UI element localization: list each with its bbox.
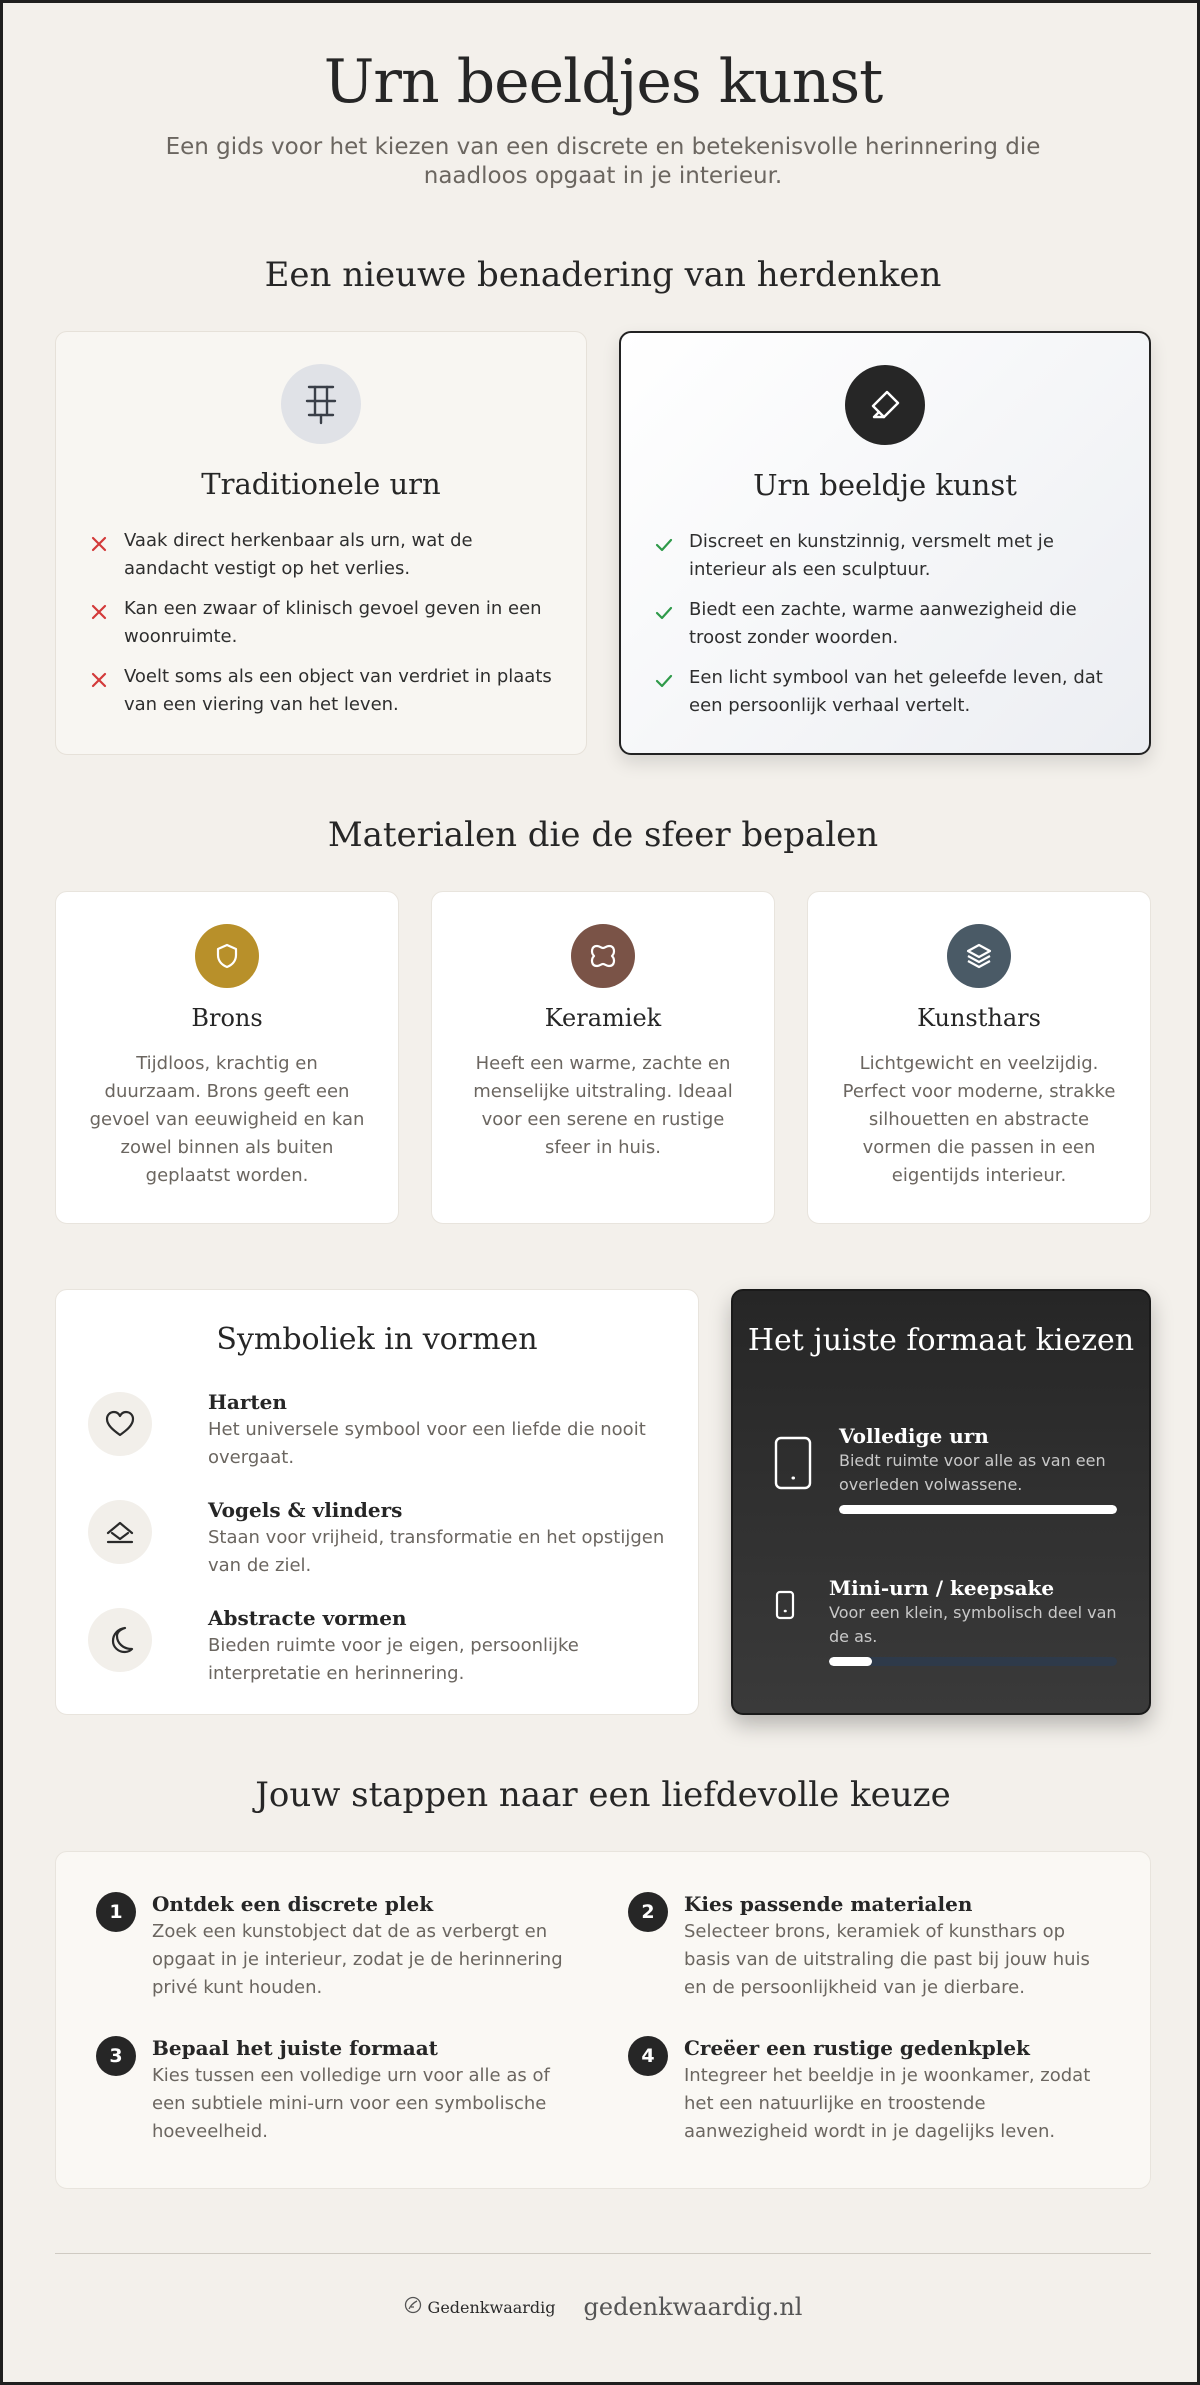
format-title: Het juiste formaat kiezen [747,1323,1135,1358]
check-icon [653,602,675,624]
ceramic-icon [571,924,635,988]
cross-icon [88,533,110,555]
traditional-urn-card [55,331,587,755]
step-description: Zoek een kunstobject dat de as verbergt en opgaat in je interieur, zodat je de herinnering privé kunt houden. [152,1921,563,1998]
material-card-keramiek [431,891,775,1224]
wings-icon [88,1500,152,1564]
steps-card [55,1851,1151,2189]
steps-section-title: Jouw stappen naar een liefdevolle keuze [255,1775,951,1815]
list-item [653,528,1121,584]
material-description: Lichtgewicht en veelzijdig. Perfect voor moderne, strakke silhouetten en abstracte vormen die passen in een eigentijds interieur. [842,1053,1116,1186]
material-card-brons [55,891,399,1224]
step-number: 2 [628,1892,668,1932]
format-description: Biedt ruimte voor alle as van een overleden volwassene. [839,1451,1106,1494]
shield-icon [195,924,259,988]
footer-divider [55,2253,1151,2254]
list-item [88,527,558,583]
symbol-description: Bieden ruimte voor je eigen, persoonlijke interpretatie en herinnering. [208,1635,579,1684]
step-name: Creëer een rustige gedenkplek [684,2036,1030,2060]
site-link[interactable]: gedenkwaardig.nl [583,2293,803,2321]
size-bar-fill [839,1505,1117,1514]
list-item [653,664,1121,720]
materials-section-title: Materialen die de sfeer bepalen [327,815,879,855]
step-name: Bepaal het juiste formaat [152,2036,438,2060]
list-item-text: Kan een zwaar of klinisch gevoel geven in een woonruimte. [124,598,542,647]
tablet-large-icon [773,1435,813,1495]
symbol-description: Het universele symbool voor een liefde die nooit overgaat. [208,1419,646,1468]
art-title: Urn beeldje kunst [753,468,1017,502]
symbolism-title: Symboliek in vormen [216,1322,538,1357]
feather-icon [404,2296,422,2318]
step-description: Integreer het beeldje in je woonkamer, zodat het een natuurlijke en troostende aanwezigheid wordt in je dagelijks leven. [684,2065,1091,2142]
step-number: 1 [96,1892,136,1932]
check-icon [653,670,675,692]
comparison-section-title: Een nieuwe benadering van herdenken [264,255,942,295]
list-item-text: Een licht symbool van het geleefde leven, dat een persoonlijk verhaal vertelt. [689,667,1103,716]
traditional-list [88,527,558,731]
list-item [88,595,558,651]
symbolism-card [55,1289,699,1715]
symbol-name: Harten [208,1390,287,1414]
list-item [88,663,558,719]
heart-icon [88,1392,152,1456]
brand-name: Gedenkwaardig [427,2297,556,2317]
size-bar-fill [829,1657,872,1666]
material-description: Heeft een warme, zachte en menselijke uitstraling. Ideaal voor een serene en rustige sfeer in huis. [473,1053,733,1158]
moon-icon [88,1608,152,1672]
step-number: 3 [96,2036,136,2076]
size-bar [829,1657,1117,1666]
layers-icon [947,924,1011,988]
art-urn-card [619,331,1151,755]
format-name: Volledige urn [839,1424,989,1448]
list-item-text: Biedt een zachte, warme aanwezigheid die troost zonder woorden. [689,599,1077,648]
material-card-kunsthars [807,891,1151,1224]
page-subtitle: Een gids voor het kiezen van een discrete en betekenisvolle herinnering die naadloos opgaat in je interieur. [165,134,1041,189]
material-name: Kunsthars [917,1004,1041,1032]
list-item-text: Discreet en kunstzinnig, versmelt met je interieur als een sculptuur. [689,531,1054,580]
check-icon [653,534,675,556]
hero [3,47,1200,191]
size-bar [839,1505,1117,1514]
format-name: Mini-urn / keepsake [829,1576,1055,1600]
page-title: Urn beeldjes kunst [323,47,883,117]
symbol-description: Staan voor vrijheid, transformatie en het opstijgen van de ziel. [208,1527,665,1576]
format-description: Voor een klein, symbolisch deel van de as. [829,1603,1117,1646]
traditional-title: Traditionele urn [201,467,441,501]
step-number: 4 [628,2036,668,2076]
sculpture-icon [845,365,925,445]
step-description: Selecteer brons, keramiek of kunsthars op basis van de uitstraling die past bij jouw huis en de persoonlijkheid van je dierbare. [684,1921,1090,1998]
brand-logo[interactable] [404,2296,556,2318]
art-list [653,528,1121,732]
list-item-text: Vaak direct herkenbaar als urn, wat de aandacht vestigt op het verlies. [124,530,473,579]
tablet-small-icon [773,1589,797,1625]
cross-icon [88,669,110,691]
material-description: Tijdloos, krachtig en duurzaam. Brons geeft een gevoel van eeuwigheid en kan zowel binnen als buiten geplaatst worden. [89,1053,365,1186]
urn-icon [281,364,361,444]
step-name: Kies passende materialen [684,1892,973,1916]
list-item [653,596,1121,652]
footer [3,2293,1200,2321]
step-description: Kies tussen een volledige urn voor alle as of een subtiele mini-urn voor een symbolische hoeveelheid. [152,2065,550,2142]
cross-icon [88,601,110,623]
step-name: Ontdek een discrete plek [152,1892,434,1916]
symbol-name: Vogels & vlinders [208,1498,403,1522]
list-item-text: Voelt soms als een object van verdriet in plaats van een viering van het leven. [124,666,552,715]
material-name: Keramiek [544,1004,662,1032]
format-card [731,1289,1151,1715]
material-name: Brons [191,1004,263,1032]
symbol-name: Abstracte vormen [208,1606,407,1630]
